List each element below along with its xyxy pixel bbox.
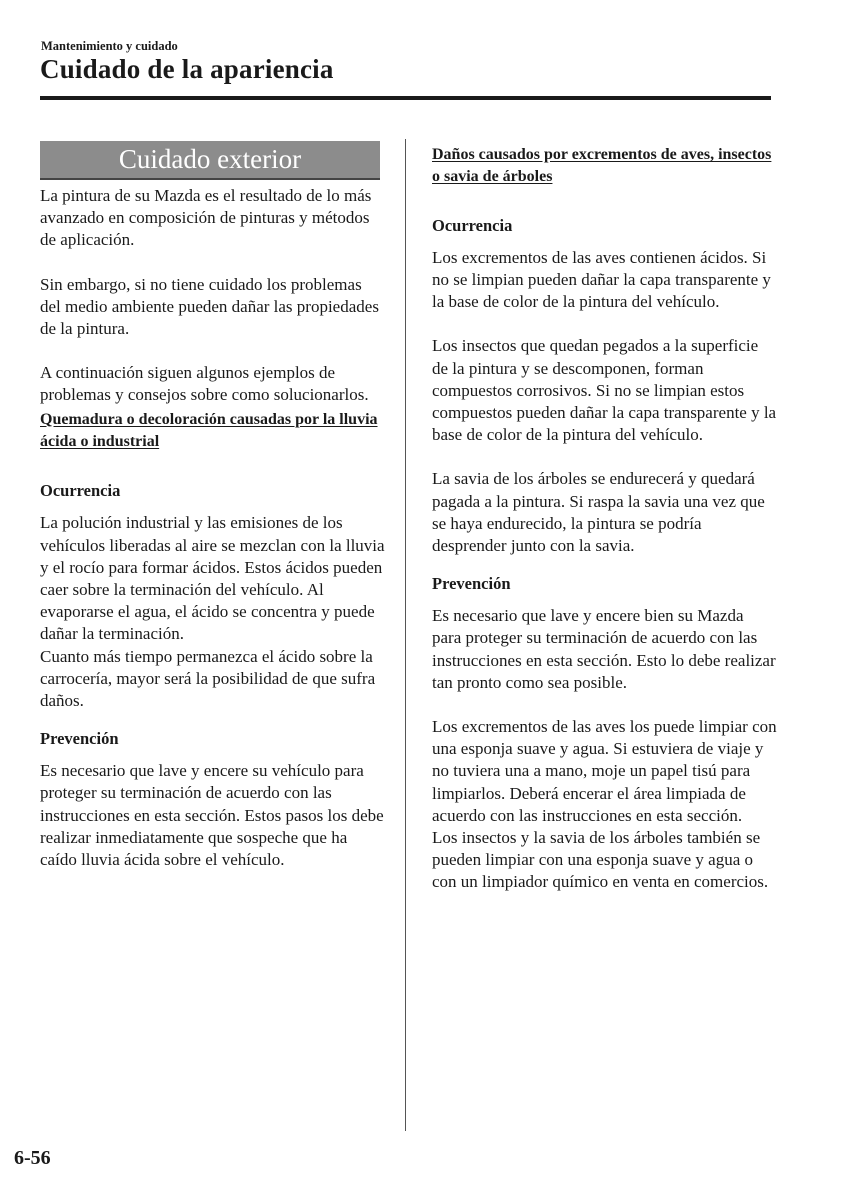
section-header: Mantenimiento y cuidado bbox=[41, 39, 178, 53]
intro-paragraph: La pintura de su Mazda es el resultado de lo más avanzado en composición de pinturas y métodos de aplicación. bbox=[40, 186, 372, 250]
bird-droppings-prevention-text: Es necesario que lave y encere bien su Mazda para proteger su terminación de acuerdo con las instrucciones en esta sección. Esto lo debe realizar tan pronto como sea posible. bbox=[432, 606, 776, 692]
bird-droppings-heading: Daños causados por excrementos de aves, insectos o savia de árboles bbox=[432, 146, 772, 186]
acid-rain-prevention-label: Prevención bbox=[40, 729, 119, 749]
acid-rain-occurrence-text: Cuanto más tiempo permanezca el ácido sobre la carrocería, mayor será la posibilidad de que sufra daños. bbox=[40, 646, 376, 711]
bird-droppings-prevention-text: Los excrementos de las aves los puede limpiar con una esponja suave y agua. Si estuviera de viaje y no tuviera una a mano, moje un papel tisú para limpiarlos. Deberá encerar el área limpiada de acuerdo con las instrucciones en esta sección. bbox=[432, 717, 777, 825]
bird-droppings-prevention-label: Prevención bbox=[432, 574, 511, 594]
right-column bbox=[432, 141, 777, 894]
bird-droppings-occurrence-label: Ocurrencia bbox=[432, 215, 513, 235]
acid-rain-occurrence-text: La polución industrial y las emisiones de los vehículos liberadas al aire se mezclan con la lluvia y el rocío para formar ácidos. Estos ácidos pueden caer sobre la terminación del vehículo. Al evaporarse el agua, el ácido se concentra y puede dañar la terminación. bbox=[40, 513, 385, 644]
column-divider bbox=[405, 139, 406, 1131]
left-column bbox=[40, 141, 385, 871]
bird-droppings-prevention-text: Los insectos y la savia de los árboles también se pueden limpiar con una esponja suave y agua o con un limpiador químico en venta en comercios. bbox=[432, 828, 769, 892]
acid-rain-prevention-text: Es necesario que lave y encere su vehículo para proteger su terminación de acuerdo con las instrucciones en esta sección. Estos pasos los debe realizar inmediatamente que sospeche que ha caído lluvia ácida sobre el vehículo. bbox=[40, 761, 384, 870]
bird-droppings-occurrence-text: La savia de los árboles se endurecerá y quedará pagada a la pintura. Si raspa la savia una vez que se haya endurecido, la pintura se podría desprender junto con la savia. bbox=[432, 469, 765, 556]
intro-paragraph: Sin embargo, si no tiene cuidado los problemas del medio ambiente pueden dañar las propiedades de la pintura. bbox=[40, 274, 379, 339]
section-banner-exterior-care: Cuidado exterior bbox=[40, 141, 380, 180]
acid-rain-occurrence-label: Ocurrencia bbox=[40, 481, 121, 501]
acid-rain-heading: Quemadura o decoloración causadas por la lluvia ácida o industrial bbox=[40, 410, 378, 451]
intro-paragraph: A continuación siguen algunos ejemplos de problemas y consejos sobre como solucionarlos. bbox=[40, 363, 369, 405]
bird-droppings-occurrence-text: Los insectos que quedan pegados a la superficie de la pintura y se descomponen, forman compuestos corrosivos. Si no se limpian estos compuestos pueden dañar la capa transparente y la base de color de la pintura del vehículo. bbox=[432, 336, 777, 445]
page-number: 6-56 bbox=[14, 1147, 51, 1169]
page-title: Cuidado de la apariencia bbox=[40, 54, 334, 84]
bird-droppings-occurrence-text: Los excrementos de las aves contienen ácidos. Si no se limpian pueden dañar la capa transparente y la base de color de la pintura del vehículo. bbox=[432, 247, 771, 312]
title-divider bbox=[40, 96, 771, 100]
